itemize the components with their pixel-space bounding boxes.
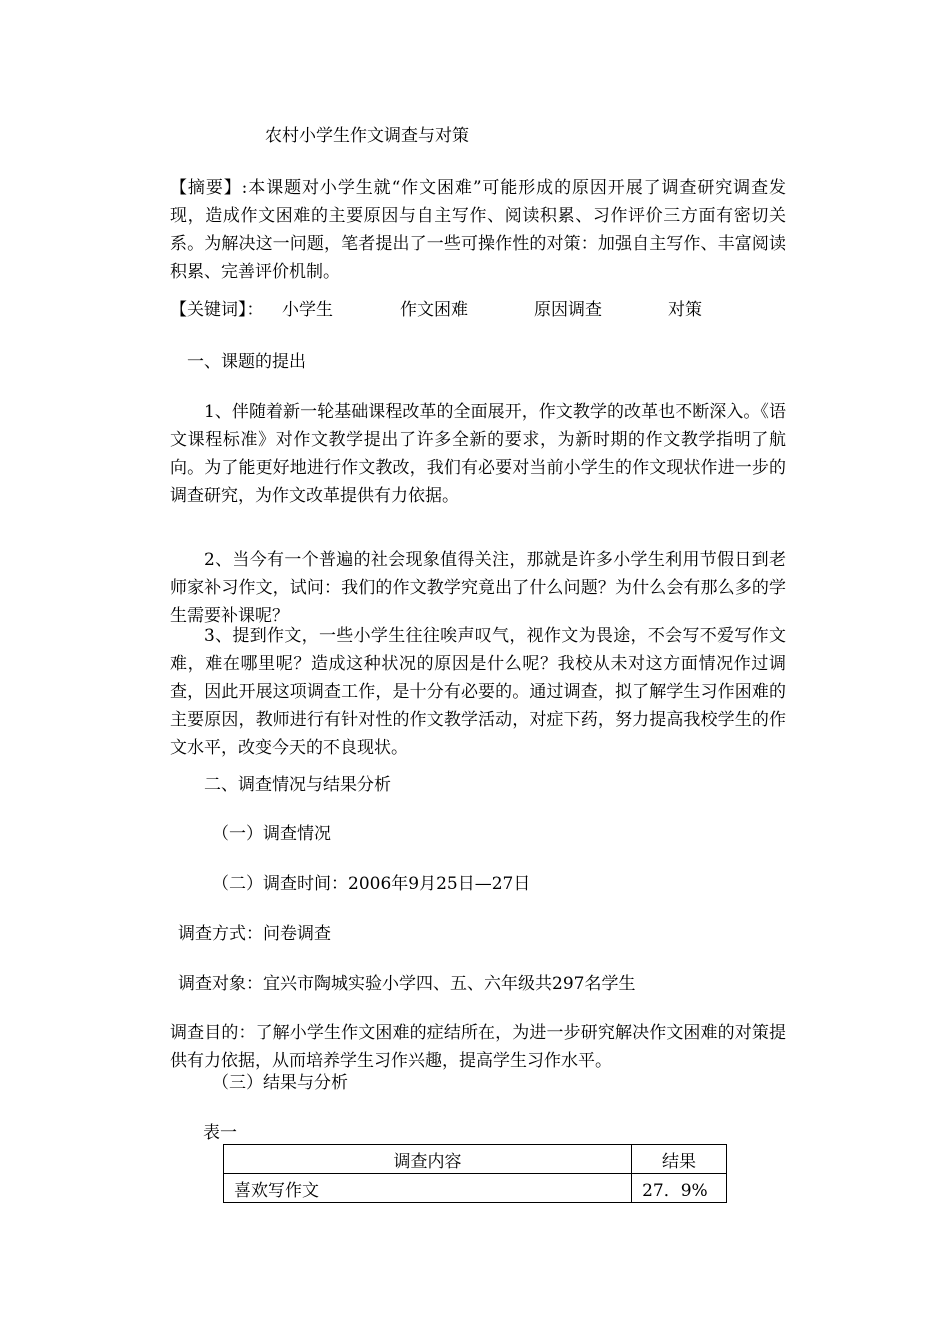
document-title: 农村小学生作文调查与对策 bbox=[265, 126, 469, 146]
keywords-row bbox=[170, 298, 702, 322]
section1-paragraph-1: 1、伴随着新一轮基础课程改革的全面展开，作文教学的改革也不断深入。《语文课程标准》对作文教学提出了许多全新的要求，为新时期的作文教学指明了航向。为了能更好地进行作文教改，我们有必要对当前小学生的作文现状作进一步的调查研究，为作文改革提供有力依据。 bbox=[170, 402, 786, 506]
table-row bbox=[224, 1174, 727, 1203]
abstract-paragraph: 【摘要】:本课题对小学生就“作文困难”可能形成的原因开展了调查研究调查发现，造成作文困难的主要原因与自主写作、阅读积累、习作评价三方面有密切关系。为解决这一问题，笔者提出了一些可操作性的对策：加强自主写作、丰富阅读积累、完善评价机制。 bbox=[170, 178, 786, 282]
table-caption: 表一 bbox=[203, 1123, 237, 1143]
table-header-cell: 结果 bbox=[632, 1145, 727, 1174]
survey-table bbox=[223, 1144, 727, 1203]
keyword-item: 作文困难 bbox=[400, 300, 468, 320]
table-header-row bbox=[224, 1145, 727, 1174]
section1-paragraph-2: 2、当今有一个普遍的社会现象值得关注，那就是许多小学生利用节假日到老师家补习作文，试问：我们的作文教学究竟出了什么问题？为什么会有那么多的学生需要补课呢？ bbox=[170, 550, 786, 626]
section1-paragraph-3: 3、提到作文，一些小学生往往唉声叹气，视作文为畏途，不会写不爱写作文难，难在哪里呢？造成这种状况的原因是什么呢？我校从未对这方面情况作过调查，因此开展这项调查工作，是十分有必要的。通过调查，拟了解学生习作困难的主要原因，教师进行有针对性的作文教学活动，对症下药，努力提高我校学生的作文水平，改变今天的不良现状。 bbox=[170, 626, 786, 758]
table-cell: 喜欢写作文 bbox=[224, 1174, 632, 1203]
section1-heading: 一、课题的提出 bbox=[187, 352, 306, 372]
section2-sub1: （一）调查情况 bbox=[212, 824, 331, 844]
keyword-item: 对策 bbox=[668, 300, 702, 320]
section2-sub2: （二）调查时间：2006年9月25日—27日 bbox=[212, 874, 531, 894]
section2-heading: 二、调查情况与结果分析 bbox=[204, 775, 391, 795]
survey-method: 调查方式：问卷调查 bbox=[178, 924, 331, 944]
keyword-item: 原因调查 bbox=[534, 300, 602, 320]
table-header-cell: 调查内容 bbox=[224, 1145, 632, 1174]
keywords-label: 【关键词】： bbox=[170, 300, 264, 320]
survey-target: 调查对象：宜兴市陶城实验小学四、五、六年级共297名学生 bbox=[178, 974, 636, 994]
keyword-item: 小学生 bbox=[282, 300, 333, 320]
survey-purpose: 调查目的：了解小学生作文困难的症结所在，为进一步研究解决作文困难的对策提供有力依据，从而培养学生习作兴趣，提高学生习作水平。 bbox=[170, 1023, 786, 1071]
table-cell: 27．9% bbox=[632, 1174, 727, 1203]
section2-sub3: （三）结果与分析 bbox=[212, 1073, 348, 1093]
